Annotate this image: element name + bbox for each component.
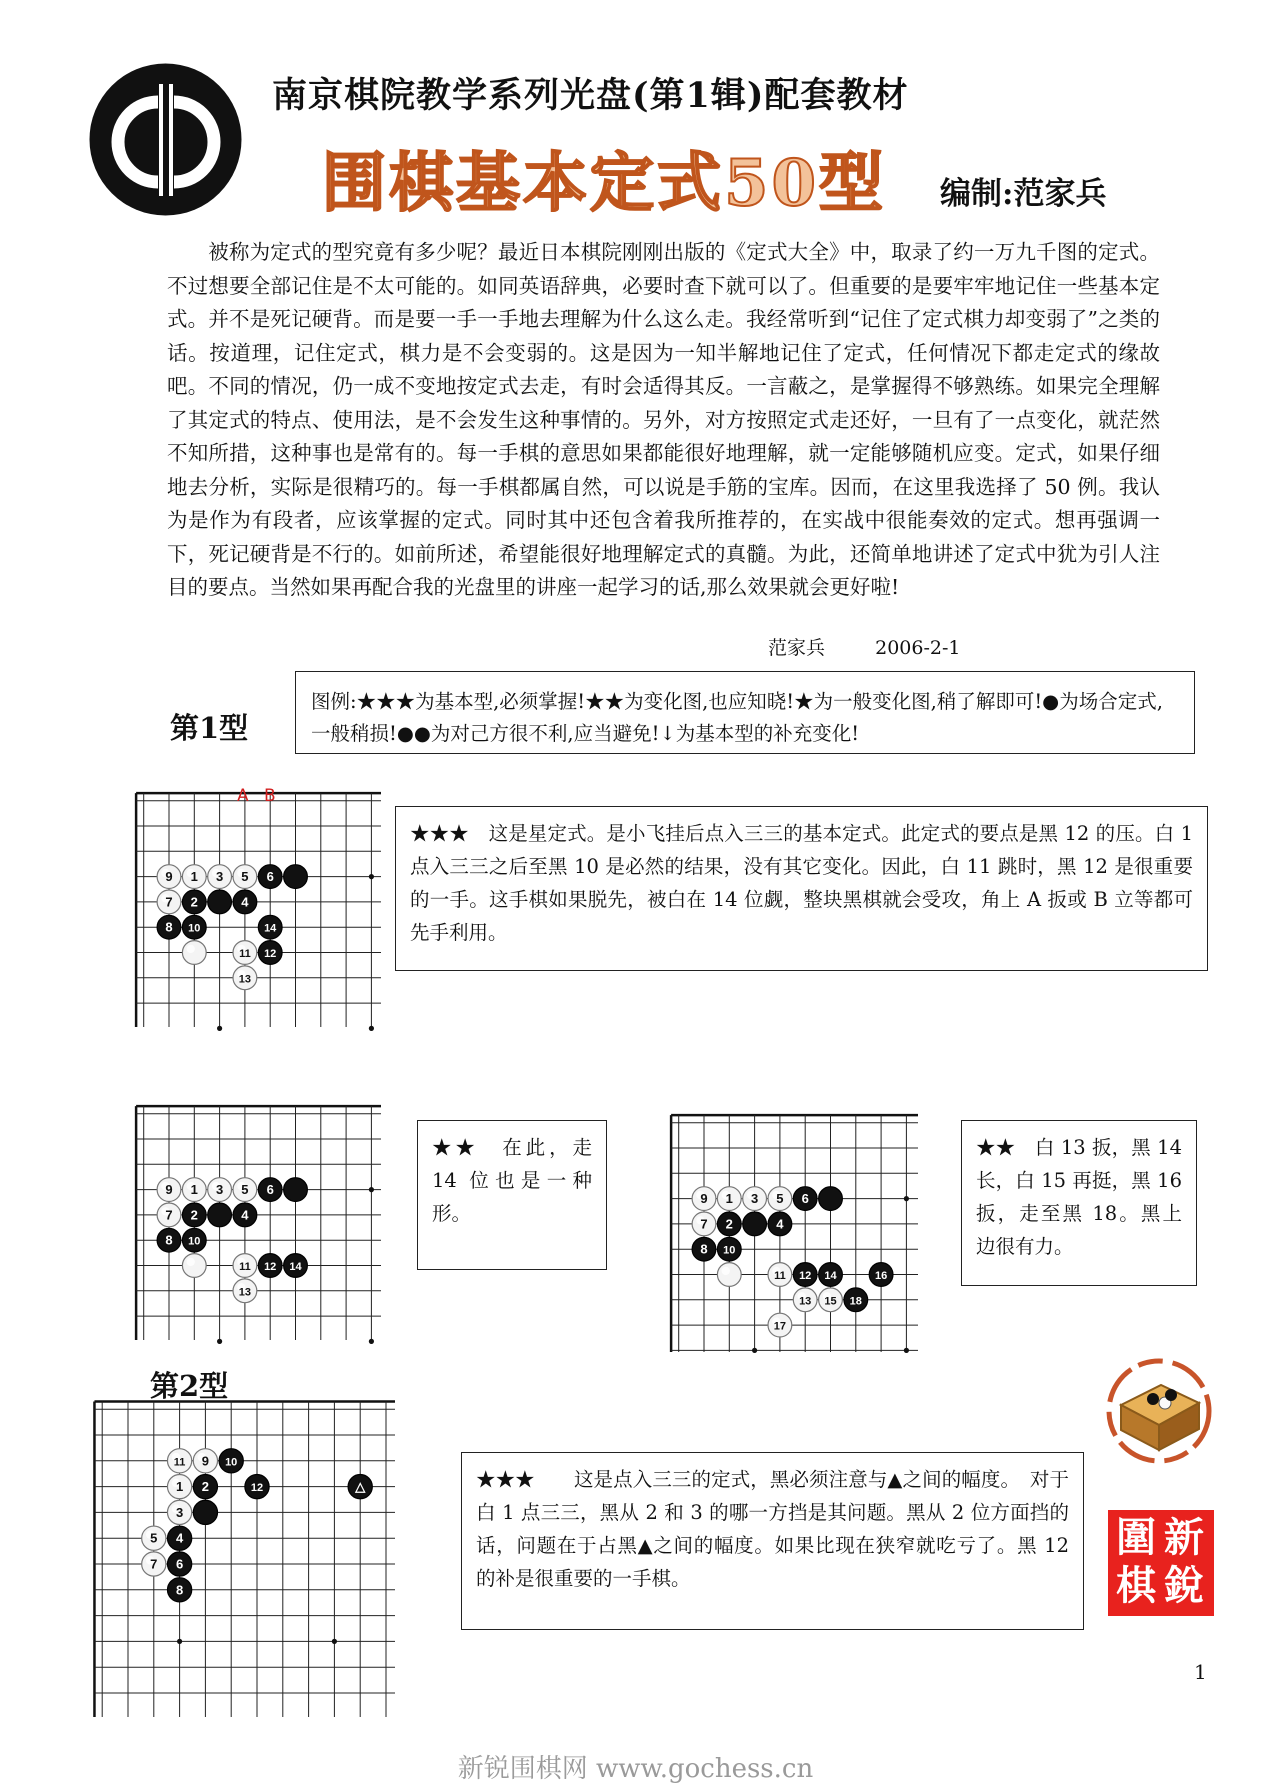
black-stone bbox=[208, 890, 232, 914]
page-number: 1 bbox=[1194, 1660, 1207, 1684]
star-point bbox=[904, 1196, 909, 1201]
white-stone bbox=[167, 1449, 191, 1473]
white-stone bbox=[768, 1313, 792, 1337]
stone-number: 5 bbox=[776, 1191, 784, 1207]
black-stone bbox=[245, 1474, 269, 1498]
black-stone bbox=[233, 890, 257, 914]
white-stone bbox=[182, 1254, 206, 1278]
stone-number: 11 bbox=[173, 1456, 186, 1469]
stone-number: 7 bbox=[150, 1556, 158, 1572]
stone-number: 6 bbox=[266, 869, 274, 885]
stone-number: 8 bbox=[165, 919, 173, 935]
white-stone bbox=[233, 865, 257, 889]
stone-number: 8 bbox=[175, 1582, 184, 1598]
stone-number: 4 bbox=[241, 894, 249, 910]
stone-number: 1 bbox=[175, 1479, 184, 1495]
black-stone bbox=[167, 1526, 191, 1550]
black-stone bbox=[157, 915, 181, 939]
seal-char-2: 圍 bbox=[1116, 1514, 1156, 1561]
xinrui-weiqi-seal bbox=[1108, 1510, 1214, 1616]
white-stone bbox=[233, 966, 257, 990]
star-point bbox=[332, 1639, 337, 1644]
black-stone bbox=[167, 1578, 191, 1602]
stone-number: 16 bbox=[874, 1270, 888, 1282]
intro-paragraph bbox=[167, 236, 1160, 605]
white-stone bbox=[692, 1187, 716, 1211]
type1-heading: 第1型 bbox=[170, 711, 249, 745]
black-stone bbox=[258, 1254, 282, 1278]
stone-number: 4 bbox=[776, 1216, 784, 1232]
black-stone bbox=[869, 1263, 893, 1287]
type2-comment: ★★★ 这是点入三三的定式，黑必须注意与▲之间的幅度。 对于白 1 点三三，黑从 2 和 3 的哪一方挡是其问题。黑从 2 位方面挡的话，问题在于占黑▲之间的幅度。如果比现在狭窄就吃亏了。黑 12 的补是很重要的一手棋。 bbox=[476, 1468, 1069, 1590]
stone-number: 11 bbox=[239, 1261, 251, 1273]
white-stone bbox=[142, 1552, 166, 1576]
white-stone bbox=[157, 865, 181, 889]
white-stone bbox=[793, 1288, 817, 1312]
white-stone bbox=[692, 1212, 716, 1236]
black-stone bbox=[182, 890, 206, 914]
stone-number: 12 bbox=[250, 1482, 264, 1495]
stone-number: 5 bbox=[241, 869, 249, 885]
white-stone bbox=[233, 941, 257, 965]
black-stone bbox=[793, 1187, 817, 1211]
stone-number: 12 bbox=[799, 1270, 812, 1282]
stone-number: 9 bbox=[201, 1453, 210, 1469]
type1-var2-box bbox=[961, 1120, 1197, 1286]
black-stone bbox=[284, 865, 308, 889]
go-board-type1-main bbox=[136, 767, 381, 1027]
stone-number: 3 bbox=[215, 1182, 224, 1198]
black-stone bbox=[193, 1474, 217, 1498]
legend-text: 图例:★★★为基本型,必须掌握!★★为变化图,也应知晓!★为一般变化图,稍了解即可!●为场合定式,一般稍损!●●为对己方很不利,应当避免!↓为基本型的补充变化! bbox=[311, 690, 1163, 745]
stone-number: 7 bbox=[165, 894, 173, 910]
stone-number: 9 bbox=[700, 1191, 708, 1207]
go-box-icon bbox=[1103, 1355, 1215, 1467]
white-stone bbox=[182, 941, 206, 965]
stone-number: 15 bbox=[824, 1295, 837, 1308]
white-stone bbox=[233, 1178, 257, 1202]
nanjing-qiyuan-logo bbox=[88, 62, 243, 217]
stone-number: 13 bbox=[238, 1286, 252, 1299]
stone-number: 13 bbox=[799, 1295, 812, 1308]
white-stone bbox=[233, 1279, 257, 1303]
black-stone bbox=[157, 1228, 181, 1252]
intro-text: 被称为定式的型究竟有多少呢？最近日本棋院刚刚出版的《定式大全》中，取录了约一万九千图的定式。不过想要全部记住是不太可能的。如同英语辞典，必要时查下就可以了。但重要的是要牢牢地记住一些基本定式。并不是死记硬背。而是要一手一手地去理解为什么这么走。我经常听到“记住了定式棋力却变弱了”之类的话。按道理，记住定式，棋力是不会变弱的。这是因为一知半解地记住了定式，任何情况下都走定式的缘故吧。不同的情况，仍一成不变地按定式去走，有时会适得其反。一言蔽之，是掌握得不够熟练。如果完全理解了其定式的特点、使用法，是不会发生这种事情的。另外，对方按照定式走还好，一旦有了一点变化，就茫然不知所措，这种事也是常有的。每一手棋的意思如果都能很好地理解，就一定能够随机应变。定式，如果仔细地去分析，实际是很精巧的。每一手棋都属自然，可以说是手筋的宝库。因而，在这里我选择了 50 例。我认为是作为有段者，应该掌握的定式。同时其中还包含着我所推荐的，在实战中很能奏效的定式。想再强调一下，死记硬背是不行的。如前所述，希望能很好地理解定式的真髓。为此，还简单地讲述了定式中犹为引人注目的要点。当然如果再配合我的光盘里的讲座一起学习的话,那么效果就会更好啦! bbox=[167, 240, 1160, 599]
stone-number: 2 bbox=[725, 1216, 733, 1232]
black-stone bbox=[182, 1228, 206, 1252]
white-stone bbox=[182, 1178, 206, 1202]
black-stone bbox=[819, 1263, 843, 1287]
black-stone bbox=[793, 1263, 817, 1287]
stone-number: 7 bbox=[165, 1207, 173, 1223]
stone-number: 2 bbox=[190, 1207, 198, 1223]
stone-number: 2 bbox=[201, 1479, 210, 1495]
black-stone bbox=[193, 1500, 217, 1524]
type1-comment-box bbox=[395, 806, 1208, 971]
black-stone bbox=[348, 1474, 372, 1498]
stone-number: 3 bbox=[175, 1504, 184, 1520]
stone-number: 14 bbox=[264, 922, 277, 935]
series-title: 南京棋院教学系列光盘(第1辑)配套教材 bbox=[272, 75, 909, 116]
stone-number: 8 bbox=[165, 1232, 173, 1248]
stone-number: 6 bbox=[175, 1556, 184, 1572]
intro-author: 范家兵 bbox=[768, 637, 826, 659]
stone-number: 10 bbox=[188, 922, 201, 935]
stone-number: 5 bbox=[241, 1182, 249, 1198]
white-stone bbox=[208, 1178, 232, 1202]
white-stone bbox=[157, 1203, 181, 1227]
star-point bbox=[369, 1187, 374, 1192]
black-stone bbox=[182, 1203, 206, 1227]
black-stone bbox=[258, 865, 282, 889]
black-stone bbox=[284, 1178, 308, 1202]
black-stone bbox=[819, 1187, 843, 1211]
stone-number: 17 bbox=[773, 1320, 787, 1333]
stone-number: 4 bbox=[241, 1207, 249, 1223]
black-stone bbox=[258, 941, 282, 965]
footer-site: 新锐围棋网 www.gochess.cn bbox=[457, 1754, 814, 1784]
stone-number: 4 bbox=[175, 1530, 184, 1546]
black-stone bbox=[743, 1212, 767, 1236]
white-stone bbox=[208, 865, 232, 889]
stone-number: 3 bbox=[750, 1191, 759, 1207]
type1-var2-comment: ★★ 白 13 扳，黑 14 长，白 15 再挺，黑 16 扳，走至黑 18。黑上边很有力。 bbox=[976, 1136, 1182, 1258]
white-stone bbox=[157, 890, 181, 914]
stone-number: 6 bbox=[801, 1191, 809, 1207]
stone-number: 6 bbox=[266, 1182, 274, 1198]
stone-number: 18 bbox=[849, 1295, 862, 1308]
go-board-type2 bbox=[121, 1427, 395, 1717]
star-point bbox=[369, 1026, 374, 1031]
go-board-type1-variation2 bbox=[670, 1087, 918, 1352]
black-stone bbox=[692, 1237, 716, 1261]
stone-number: 1 bbox=[725, 1191, 733, 1207]
type1-var1-box bbox=[417, 1120, 607, 1270]
star-point bbox=[369, 874, 374, 879]
seal-char-1: 新 bbox=[1164, 1514, 1204, 1561]
white-stone bbox=[819, 1288, 843, 1312]
stone-number: 14 bbox=[289, 1261, 302, 1273]
black-stone bbox=[233, 1203, 257, 1227]
go-board-type1-variation1 bbox=[136, 1078, 381, 1340]
stone-number: 1 bbox=[190, 869, 198, 885]
intro-date: 2006-2-1 bbox=[875, 637, 961, 659]
white-stone bbox=[233, 1254, 257, 1278]
black-stone bbox=[219, 1449, 243, 1473]
star-point bbox=[752, 1348, 757, 1353]
stone-number: 9 bbox=[165, 869, 173, 885]
black-stone bbox=[208, 1203, 232, 1227]
board-label-b: B bbox=[264, 786, 276, 806]
black-stone bbox=[284, 1254, 308, 1278]
black-stone bbox=[167, 1552, 191, 1576]
star-point bbox=[217, 1339, 222, 1344]
white-stone bbox=[193, 1449, 217, 1473]
white-stone bbox=[142, 1526, 166, 1550]
white-stone bbox=[167, 1500, 191, 1524]
main-title: 围棋基本定式50型 bbox=[322, 146, 887, 221]
stone-number: 11 bbox=[239, 948, 251, 960]
stone-number: 10 bbox=[225, 1456, 238, 1469]
intro-signature bbox=[768, 633, 960, 660]
black-stone bbox=[717, 1212, 741, 1236]
stone-number: 8 bbox=[700, 1241, 708, 1257]
type1-comment: ★★★ 这是星定式。是小飞挂后点入三三的基本定式。此定式的要点是黑 12 的压。白 1 点入三三之后至黑 10 是必然的结果，没有其它变化。因此，白 11 跳时，黑 12 是很重要的一手。这手棋如果脱先，被白在 14 位觑，整块黑棋就会受攻，角上 A 扳或 B 立等都可先手利用。 bbox=[410, 822, 1193, 944]
legend-box bbox=[295, 671, 1195, 754]
stone-number: 2 bbox=[190, 894, 198, 910]
stone-number: 13 bbox=[238, 973, 252, 986]
black-stone bbox=[258, 1178, 282, 1202]
black-stone bbox=[182, 915, 206, 939]
stone-number: 3 bbox=[215, 869, 224, 885]
editor-credit: 编制:范家兵 bbox=[940, 176, 1107, 212]
white-stone bbox=[167, 1474, 191, 1498]
black-stone bbox=[844, 1288, 868, 1312]
stone-number: 10 bbox=[723, 1244, 736, 1257]
stone-number: 10 bbox=[188, 1235, 201, 1248]
stone-number: 12 bbox=[264, 1261, 277, 1273]
white-stone bbox=[157, 1178, 181, 1202]
white-stone bbox=[717, 1187, 741, 1211]
board-grid bbox=[94, 1401, 395, 1717]
black-stone bbox=[258, 915, 282, 939]
type1-var1-comment: ★★ 在此，走 14 位也是一种形。 bbox=[432, 1136, 592, 1225]
white-stone bbox=[768, 1187, 792, 1211]
black-stone bbox=[768, 1212, 792, 1236]
stone-number: 5 bbox=[150, 1530, 158, 1546]
star-point bbox=[904, 1348, 909, 1353]
star-point bbox=[369, 1339, 374, 1344]
star-point bbox=[217, 1026, 222, 1031]
stone-number: 11 bbox=[774, 1270, 786, 1282]
black-stone bbox=[717, 1237, 741, 1261]
stone-number: 9 bbox=[165, 1182, 173, 1198]
stone-number: 14 bbox=[824, 1270, 837, 1282]
type2-comment-box bbox=[461, 1452, 1084, 1630]
seal-char-3: 銳 bbox=[1164, 1562, 1204, 1609]
seal-char-4: 棋 bbox=[1116, 1562, 1156, 1609]
type2-heading: 第2型 bbox=[150, 1369, 229, 1403]
stone-number: △ bbox=[355, 1479, 366, 1495]
star-point bbox=[177, 1639, 182, 1644]
white-stone bbox=[717, 1263, 741, 1287]
white-stone bbox=[182, 865, 206, 889]
stone-number: 7 bbox=[700, 1216, 708, 1232]
stone-number: 12 bbox=[264, 948, 277, 960]
stone-number: 1 bbox=[190, 1182, 198, 1198]
white-stone bbox=[743, 1187, 767, 1211]
white-stone bbox=[768, 1263, 792, 1287]
board-label-a: A bbox=[237, 786, 249, 806]
